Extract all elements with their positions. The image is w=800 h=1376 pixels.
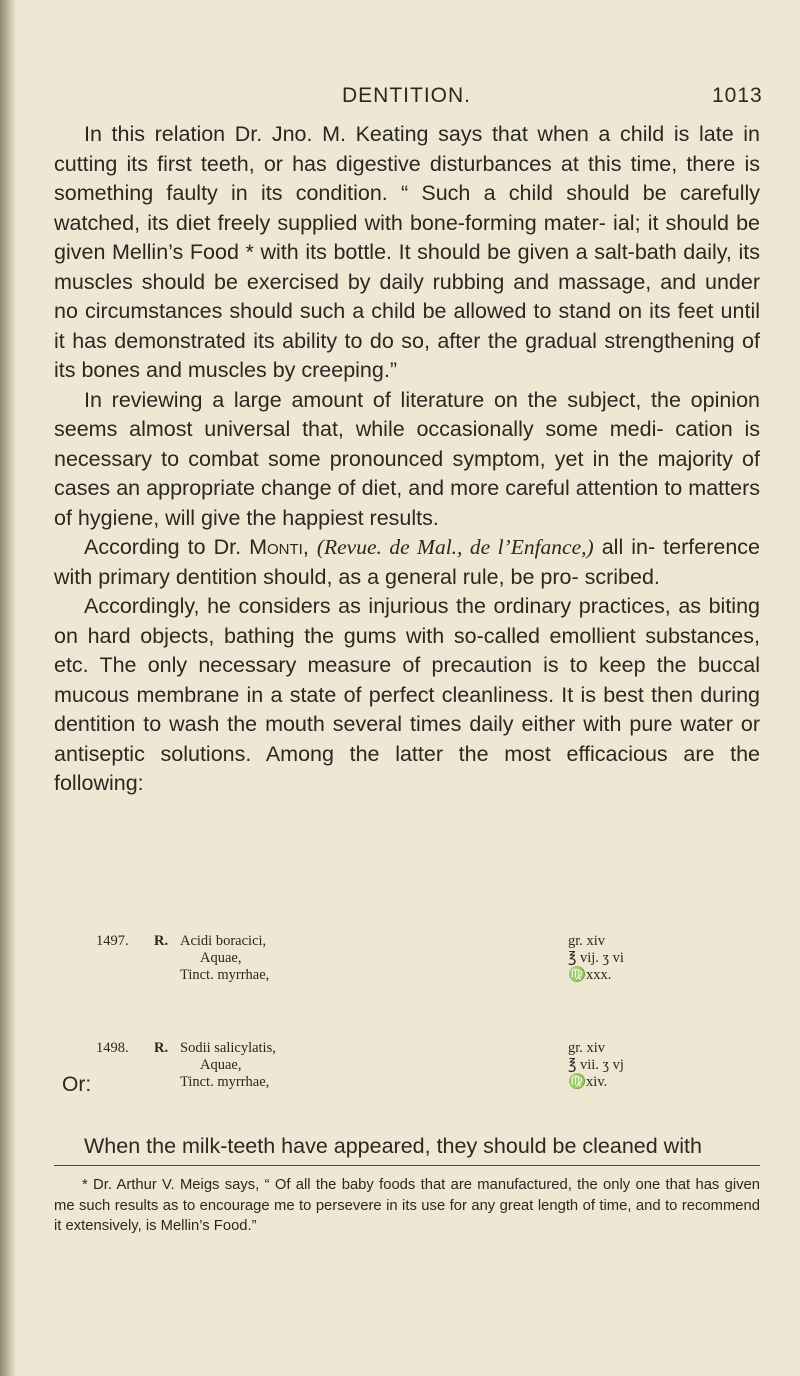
- ingredient: Acidi boracici,: [180, 933, 267, 949]
- prescription-line: [96, 967, 716, 984]
- prescription-line: [96, 950, 716, 967]
- ingredient: Tinct. myrrhae,: [180, 967, 270, 983]
- prescription-line: [96, 1057, 716, 1074]
- prescription-number: 1498.: [96, 1040, 129, 1056]
- monti-intro: According to Dr.: [84, 535, 242, 559]
- running-head: DENTITION.: [342, 84, 471, 107]
- footnote: * Dr. Arthur V. Meigs says, “ Of all the baby foods that are manufactured, the only one that has given me such results as to encourage me to persevere in its use for any great length of time, and to recommend it extensively, is Mellin’s Food.”: [54, 1177, 760, 1234]
- page-number: 1013: [712, 84, 763, 107]
- ingredient: Aquae,: [200, 950, 242, 966]
- quantity: ♍xxx.: [568, 967, 612, 983]
- prescription-line: [96, 1074, 716, 1091]
- body-text: [54, 120, 760, 799]
- ingredient: Sodii salicylatis,: [180, 1040, 276, 1056]
- quantity: gr. xiv: [568, 1040, 606, 1056]
- quantity: gr. xiv: [568, 933, 606, 949]
- quantity: ℥ vii. ʒ vj: [568, 1057, 624, 1073]
- monti-conclusion: all in- terference with primary dentition should, as a general rule, be pro- scribed.: [54, 535, 760, 589]
- quantity: ℥ vij. ʒ vi: [568, 950, 624, 966]
- closing-line: When the milk-teeth have appeared, they should be cleaned with: [84, 1134, 702, 1158]
- ingredient: Tinct. myrrhae,: [180, 1074, 270, 1090]
- prescription-number: 1497.: [96, 933, 129, 949]
- paragraph-keating-quote: In this relation Dr. Jno. M. Keating says that when a child is late in cutting its first teeth, or has digestive disturbances at this time, there is something faulty in its condition. “ Such a child should be carefully watched, its diet freely supplied with bone-forming mater- ial; it should be given Mellin’s Food * with its bottle. It should be given a salt-bath daily, its muscles should be exercised by daily rubbing and massage, and under no circumstances should such a child be allowed to stand on its feet until it has demonstrated its ability to do so, after the gradual strengthening of its bones and muscles by creeping.”: [54, 122, 760, 382]
- ingredient: Aquae,: [200, 1057, 242, 1073]
- prescription-line: [96, 933, 716, 950]
- prescription-1497: [96, 933, 716, 984]
- recipe-symbol: R.: [154, 933, 169, 949]
- journal-citation: (Revue. de Mal., de l’Enfance,): [316, 535, 594, 559]
- recipe-symbol: R.: [154, 1040, 169, 1056]
- paragraph-precautions: Accordingly, he considers as injurious the ordinary practices, as biting on hard objects, bathing the gums with so-called emollient substances, etc. The only necessary measure of precaution is to keep the buccal mucous membrane in a state of perfect cleanliness. It is best then during dentition to wash the mouth several times daily either with pure water or antiseptic solutions. Among the latter the most efficacious are the following:: [54, 594, 760, 795]
- paragraph-literature-review: In reviewing a large amount of literature on the subject, the opinion seems almost universal that, while occasionally some medi- cation is necessary to combat some pronounced symptom, yet in the majority of cases an appropriate change of diet, and more careful attention to matters of hygiene, will give the happiest results.: [54, 387, 760, 530]
- prescription-line: [96, 1040, 716, 1057]
- or-label: Or:: [62, 1073, 92, 1096]
- paragraph-monti: [54, 533, 760, 592]
- prescription-1498: [96, 1040, 716, 1091]
- author-name-monti: Monti,: [249, 535, 309, 559]
- footnote-divider: [54, 1165, 760, 1166]
- quantity: ♍xiv.: [568, 1074, 608, 1090]
